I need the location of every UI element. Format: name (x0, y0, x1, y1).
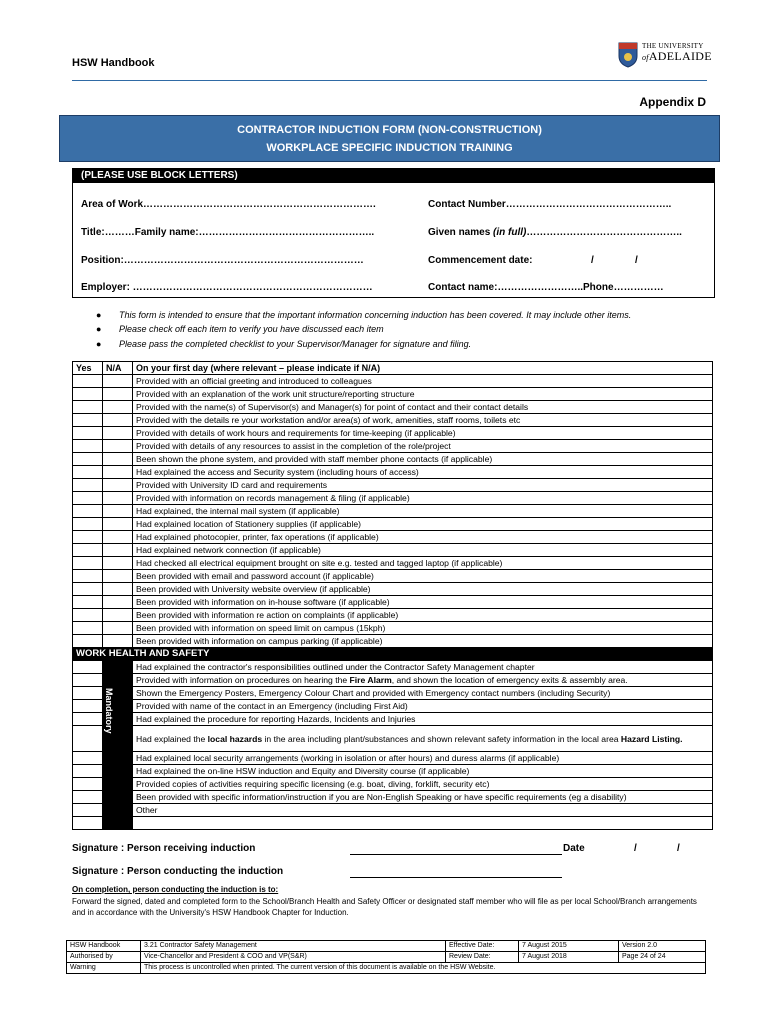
given-names-field[interactable]: Given names (in full)……………………………………….. (428, 227, 682, 238)
yes-checkbox[interactable] (73, 622, 103, 635)
form-subtitle: WORKPLACE SPECIFIC INDUCTION TRAINING (266, 142, 513, 154)
footer-cell: Vice-Chancellor and President & COO and VP(S&R) (141, 952, 446, 963)
checklist-item: Provided with details of work hours and requirements for time-keeping (if applicable) (133, 427, 713, 440)
footer-cell: Version 2.0 (619, 941, 706, 952)
yes-checkbox[interactable] (73, 609, 103, 622)
yes-checkbox[interactable] (73, 596, 103, 609)
checklist-item: Had explained the access and Security system (including hours of access) (133, 466, 713, 479)
na-checkbox[interactable] (103, 440, 133, 453)
date-label: Date (563, 843, 585, 854)
na-checkbox[interactable] (103, 609, 133, 622)
yes-checkbox[interactable] (73, 492, 103, 505)
checklist-item: Had checked all electrical equipment brought on site e.g. tested and tagged laptop (if applicable) (133, 557, 713, 570)
na-checkbox[interactable] (103, 531, 133, 544)
completion-text: Forward the signed, dated and completed form to the School/Branch Health and Safety Officer or designated staff member who will file as per local School/Branch arrangements and in accordance with the University's HSW Handbook Chapter for Induction. (72, 897, 697, 917)
document-footer (66, 940, 706, 974)
checklist-item: Provided with details of any resources to assist in the completion of the role/project (133, 440, 713, 453)
yes-checkbox[interactable] (73, 440, 103, 453)
signature-conducting-line[interactable] (350, 877, 562, 878)
whs-item: Been provided with specific information/instruction if you are Non-English Speaking or have specific requirements (eg a disability) (133, 791, 713, 804)
mandatory-label: Mandatory (104, 688, 114, 734)
na-column-header: N/A (103, 362, 133, 375)
yes-checkbox[interactable] (73, 778, 103, 791)
bullet-icon: ● (96, 339, 102, 349)
instruction-bullet: ● Please pass the completed checklist to your Supervisor/Manager for signature and filing. (96, 339, 472, 349)
na-checkbox[interactable] (103, 583, 133, 596)
na-checkbox[interactable] (103, 492, 133, 505)
footer-warning: This process is uncontrolled when printed. The current version of this document is available on the HSW Website. (141, 963, 706, 974)
na-checkbox[interactable] (103, 635, 133, 648)
footer-cell: Authorised by (67, 952, 141, 963)
signature-receiving-line[interactable] (350, 854, 562, 855)
yes-checkbox[interactable] (73, 401, 103, 414)
yes-checkbox[interactable] (73, 557, 103, 570)
footer-cell: Warning (67, 963, 141, 974)
yes-checkbox[interactable] (73, 544, 103, 557)
na-checkbox[interactable] (103, 570, 133, 583)
whs-item-other: Other (133, 804, 713, 817)
footer-cell: Review Date: (446, 952, 519, 963)
whs-item: Had explained the on-line HSW induction and Equity and Diversity course (if applicable) (133, 765, 713, 778)
checklist-item: Provided with information on records management & filing (if applicable) (133, 492, 713, 505)
instruction-bullet: ● Please check off each item to verify you have discussed each item (96, 324, 384, 334)
checklist-item: Provided with the details re your workstation and/or area(s) of work, amenities, staff rooms, toilets etc (133, 414, 713, 427)
yes-checkbox[interactable] (73, 479, 103, 492)
na-checkbox[interactable] (103, 622, 133, 635)
yes-checkbox[interactable] (73, 765, 103, 778)
na-checkbox[interactable] (103, 479, 133, 492)
contact-number-field[interactable]: Contact Number………………………………………….. (428, 199, 672, 210)
footer-cell: 3.21 Contractor Safety Management (141, 941, 446, 952)
yes-checkbox[interactable] (73, 375, 103, 388)
date-slash: / (635, 255, 638, 266)
checklist-item: Provided with an explanation of the work unit structure/reporting structure (133, 388, 713, 401)
checklist-item: Provided with an official greeting and introduced to colleagues (133, 375, 713, 388)
na-checkbox[interactable] (103, 375, 133, 388)
signature-receiving-label: Signature : Person receiving induction (72, 843, 256, 854)
footer-cell: 7 August 2018 (519, 952, 619, 963)
yes-checkbox[interactable] (73, 804, 103, 817)
footer-cell: Page 24 of 24 (619, 952, 706, 963)
bullet-icon: ● (96, 324, 102, 334)
completion-heading: On completion, person conducting the induction is to: (72, 885, 279, 894)
title-family-name-field[interactable]: Title:………Family name:…………………………………………….. (81, 227, 375, 238)
mandatory-bar (103, 765, 133, 778)
yes-checkbox[interactable] (73, 427, 103, 440)
appendix-label: Appendix D (639, 95, 706, 109)
na-checkbox[interactable] (103, 401, 133, 414)
yes-checkbox[interactable] (73, 453, 103, 466)
header-rule (72, 80, 707, 81)
whs-item: Had explained the contractor's responsibilities outlined under the Contractor Safety Management chapter (133, 661, 713, 674)
checklist-item: Been provided with University website overview (if applicable) (133, 583, 713, 596)
yes-checkbox[interactable] (73, 518, 103, 531)
handbook-title: HSW Handbook (72, 57, 155, 69)
yes-checkbox[interactable] (73, 570, 103, 583)
yes-checkbox[interactable] (73, 635, 103, 648)
checklist-item: Had explained location of Stationery supplies (if applicable) (133, 518, 713, 531)
employer-field[interactable]: Employer: ……………………………………………………………… (81, 282, 373, 293)
whs-item: Had explained the local hazards in the area including plant/substances and shown relevant safety information in the local area Hazard Listing. (133, 726, 713, 752)
mandatory-bar (103, 674, 133, 687)
yes-checkbox[interactable] (73, 674, 103, 687)
checklist-item: Had explained photocopier, printer, fax operations (if applicable) (133, 531, 713, 544)
yes-column-header: Yes (73, 362, 103, 375)
date-slash: / (677, 843, 680, 854)
blank-row[interactable] (133, 817, 713, 830)
na-checkbox[interactable] (103, 466, 133, 479)
mandatory-bar (103, 791, 133, 804)
whs-item: Provided with name of the contact in an Emergency (including First Aid) (133, 700, 713, 713)
whs-item: Provided copies of activities requiring specific licensing (e.g. boat, diving, forklift, security etc) (133, 778, 713, 791)
crest-icon (618, 42, 638, 68)
yes-checkbox[interactable] (73, 466, 103, 479)
footer-cell: Effective Date: (446, 941, 519, 952)
area-of-work-field[interactable]: Area of Work……………………………………………………………. (81, 199, 376, 210)
checklist-item: Provided with the name(s) of Supervisor(s) and Manager(s) for point of contact and their contact details (133, 401, 713, 414)
block-letters-heading: (PLEASE USE BLOCK LETTERS) (73, 169, 714, 183)
na-checkbox[interactable] (103, 518, 133, 531)
yes-checkbox[interactable] (73, 713, 103, 726)
personal-details-box (72, 168, 715, 298)
form-title-banner (59, 115, 720, 162)
checklist-item: Been provided with information on speed limit on campus (15kph) (133, 622, 713, 635)
checklist-item: Been provided with information on in-house software (if applicable) (133, 596, 713, 609)
na-checkbox[interactable] (103, 544, 133, 557)
yes-checkbox[interactable] (73, 726, 103, 752)
yes-checkbox[interactable] (73, 700, 103, 713)
mandatory-bar (103, 817, 133, 830)
logo-line2: ofADELAIDE (642, 49, 712, 63)
na-checkbox[interactable] (103, 427, 133, 440)
whs-item: Provided with information on procedures on hearing the Fire Alarm, and shown the location of emergency exits & assembly area. (133, 674, 713, 687)
na-checkbox[interactable] (103, 557, 133, 570)
contact-name-phone-field[interactable]: Contact name:……………………..Phone…………… (428, 282, 664, 293)
mandatory-bar (103, 804, 133, 817)
na-checkbox[interactable] (103, 388, 133, 401)
checklist-item: Had explained, the internal mail system (if applicable) (133, 505, 713, 518)
yes-checkbox[interactable] (73, 505, 103, 518)
date-slash: / (591, 255, 594, 266)
yes-checkbox[interactable] (73, 661, 103, 674)
whs-item: Shown the Emergency Posters, Emergency Colour Chart and provided with Emergency contact numbers (including Security) (133, 687, 713, 700)
yes-checkbox[interactable] (73, 791, 103, 804)
yes-checkbox[interactable] (73, 414, 103, 427)
bullet-icon: ● (96, 310, 102, 320)
mandatory-bar (103, 661, 133, 674)
na-checkbox[interactable] (103, 505, 133, 518)
mandatory-bar (103, 752, 133, 765)
date-slash: / (634, 843, 637, 854)
form-title: CONTRACTOR INDUCTION FORM (NON-CONSTRUCTION) (237, 124, 542, 136)
first-day-header: On your first day (where relevant – please indicate if N/A) (133, 362, 713, 375)
logo-line1: THE UNIVERSITY (642, 42, 704, 50)
na-checkbox[interactable] (103, 414, 133, 427)
signature-conducting-label: Signature : Person conducting the induction (72, 866, 284, 877)
checklist-item: Been provided with email and password account (if applicable) (133, 570, 713, 583)
instruction-bullet: ● This form is intended to ensure that the important information concerning induction has been covered. It may include other items. (96, 310, 632, 320)
induction-checklist (72, 361, 713, 830)
checklist-item: Provided with University ID card and requirements (133, 479, 713, 492)
whs-item: Had explained local security arrangements (working in isolation or after hours) and duress alarms (if applicable) (133, 752, 713, 765)
checklist-item: Been shown the phone system, and provided with staff member phone contacts (if applicable) (133, 453, 713, 466)
checklist-item: Been provided with information on campus parking (if applicable) (133, 635, 713, 648)
yes-checkbox[interactable] (73, 817, 103, 830)
whs-section-heading: WORK HEALTH AND SAFETY (73, 648, 713, 661)
yes-checkbox[interactable] (73, 583, 103, 596)
footer-cell: 7 August 2015 (519, 941, 619, 952)
yes-checkbox[interactable] (73, 687, 103, 700)
checklist-item: Had explained network connection (if applicable) (133, 544, 713, 557)
checklist-item: Been provided with information re action on complaints (if applicable) (133, 609, 713, 622)
mandatory-bar (103, 778, 133, 791)
yes-checkbox[interactable] (73, 388, 103, 401)
university-logo (618, 42, 718, 70)
position-field[interactable]: Position:……………………………………………………………… (81, 255, 364, 266)
na-checkbox[interactable] (103, 596, 133, 609)
commencement-date-field[interactable]: Commencement date: (428, 255, 533, 266)
footer-cell: HSW Handbook (67, 941, 141, 952)
yes-checkbox[interactable] (73, 752, 103, 765)
whs-item: Had explained the procedure for reporting Hazards, Incidents and Injuries (133, 713, 713, 726)
yes-checkbox[interactable] (73, 531, 103, 544)
na-checkbox[interactable] (103, 453, 133, 466)
